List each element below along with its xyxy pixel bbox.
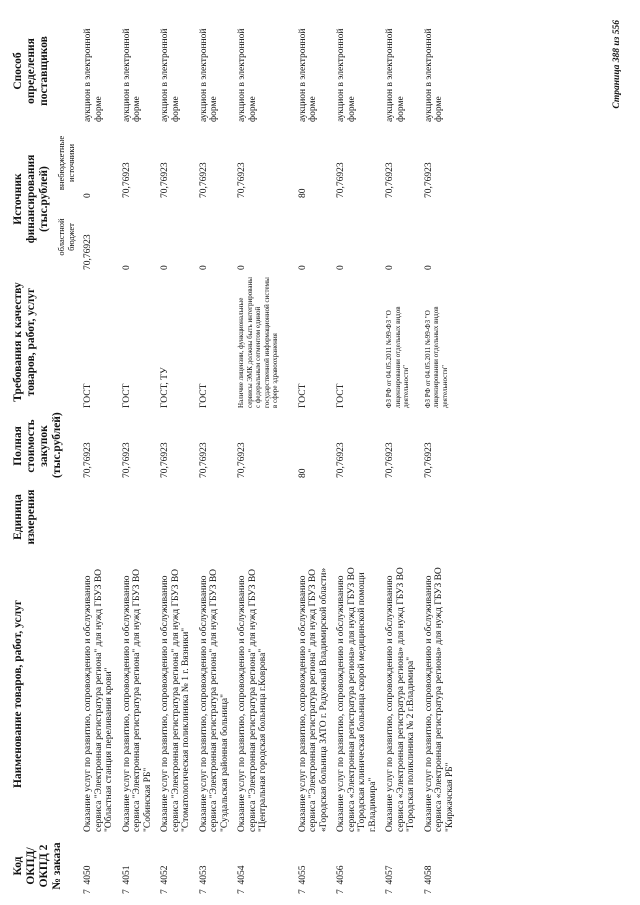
header-unit: Единица измерения (12, 489, 37, 545)
row-name: Оказание услуг по развитию, сопровождению и обслуживанию сервиса «Электронная регистратура региона» для нужд ГБУЗ ВО "Городская поликлиника № 2 г.Владимира" (385, 567, 416, 832)
row-extra: 70,76923 (121, 162, 132, 198)
row-regional: 70,76923 (83, 234, 93, 270)
row-name: Оказание услуг по развитию, сопровождению и обслуживанию сервиса "Электронная регистратура региона" для нужд ГБУЗ ВО "Собинская РБ" (121, 568, 153, 832)
row-okpd: 7 (160, 889, 170, 894)
row-cost: 70,76923 (336, 442, 346, 478)
row-unit (119, 481, 158, 553)
row-regional: 0 (160, 265, 170, 270)
row-requirements: ГОСТ (83, 383, 93, 408)
procurement-table (10, 17, 459, 897)
row-cost: 70,76923 (160, 442, 170, 478)
row-requirements: ФЗ РФ от 04.05.2011 №99-ФЗ "О лицензировании отдельных видов деятельности" (423, 306, 449, 408)
table-row (196, 17, 235, 897)
row-regional: 0 (121, 265, 132, 270)
row-okpd: 7 (297, 889, 308, 894)
row-number: 4057 (385, 865, 395, 885)
row-code (80, 835, 119, 897)
row-method: аукцион в электронной форме (83, 28, 104, 122)
row-cost: 70,76923 (423, 442, 434, 478)
row-method: аукцион в электронной форме (297, 28, 318, 122)
row-number: 4058 (423, 865, 434, 885)
row-okpd: 7 (385, 889, 395, 894)
row-okpd: 7 (83, 889, 93, 894)
row-name: Оказание услуг по развитию, сопровождению и обслуживанию сервиса "Электронная регистратура региона" для нужд ГБУЗ ВО "Областная станция переливания крови" (83, 568, 114, 832)
row-cost: 70,76923 (198, 442, 209, 478)
row-method: аукцион в электронной форме (385, 28, 406, 122)
table-row (421, 17, 460, 897)
row-code (333, 835, 382, 897)
row-okpd: 7 (336, 889, 346, 894)
row-unit (80, 481, 119, 553)
row-regional: 0 (385, 265, 395, 270)
table-row (119, 17, 158, 897)
row-cost: 70,76923 (385, 442, 395, 478)
row-extra: 70,76923 (385, 162, 395, 198)
row-okpd: 7 (198, 889, 209, 894)
header-funding-source: Источник финансирования (тыс.рублей) (12, 154, 50, 244)
header-extrabudgetary: внебюджетные источники (56, 135, 76, 191)
row-unit (421, 481, 460, 553)
row-regional: 0 (297, 265, 308, 270)
row-number: 4051 (121, 865, 132, 885)
row-number: 4054 (237, 865, 247, 885)
row-cost: 80 (297, 468, 308, 478)
row-regional: 0 (336, 265, 346, 270)
row-unit (234, 481, 284, 553)
row-extra: 70,76923 (160, 162, 170, 198)
row-regional: 0 (198, 265, 209, 270)
row-unit (196, 481, 235, 553)
row-regional: 0 (423, 265, 434, 270)
row-code (284, 835, 334, 897)
row-okpd: 7 (237, 889, 247, 894)
row-unit (382, 481, 421, 553)
row-method: аукцион в электронной форме (423, 28, 444, 122)
row-method: аукцион в электронной форме (336, 28, 357, 122)
row-requirements: ГОСТ (336, 383, 346, 408)
row-okpd: 7 (423, 889, 434, 894)
row-number: 4056 (336, 865, 346, 885)
row-requirements: ФЗ РФ от 04.05.2011 №99-ФЗ "О лицензировании отдельных видов деятельности" (385, 306, 410, 408)
row-number: 4053 (198, 865, 209, 885)
header-requirements: Требования к качеству товаров, работ, услуг (12, 282, 37, 402)
row-extra: 70,76923 (198, 162, 209, 198)
row-unit (157, 481, 196, 553)
row-regional: 0 (237, 265, 247, 270)
row-method: аукцион в электронной форме (160, 28, 181, 122)
row-extra: 70,76923 (237, 162, 247, 198)
row-name: Оказание услуг по развитию, сопровождению и обслуживанию сервиса "Электронная регистратура региона" для нужд ГБУЗ ВО "Центральная городская больница г.Коврова" (237, 568, 268, 832)
row-unit (284, 481, 334, 553)
row-cost: 70,76923 (237, 442, 247, 478)
table-row (333, 17, 382, 897)
row-name: Оказание услуг по развитию, сопровождению и обслуживанию сервиса "Электронная регистратура региона" для нужд ГБУЗ ВО «Городская больница ЗАТО г. Радужный Владимирской области» (297, 567, 329, 832)
row-code (234, 835, 284, 897)
row-code (382, 835, 421, 897)
row-name: Оказание услуг по развитию, сопровождению и обслуживанию сервиса «Электронная регистратура региона» для нужд ГБУЗ ВО "Городская клиническая больница скорой медицинской помощи г.Владимира" (336, 567, 378, 832)
row-cost: 70,76923 (121, 442, 132, 478)
row-method: аукцион в электронной форме (237, 28, 258, 122)
row-number: 4055 (297, 865, 308, 885)
row-cost: 70,76923 (83, 442, 93, 478)
row-extra: 70,76923 (423, 162, 434, 198)
table-row (234, 17, 284, 897)
page-number: Страница 388 из 556 (612, 20, 622, 109)
row-requirements: ГОСТ, ТУ (160, 367, 170, 408)
row-requirements: Наличие лицензии, функциональные сервисы ЭМК должны быть интегрированы с федеральным сегментом единой государственной информационной системы в сфере здравоохранения (237, 277, 279, 408)
row-name: Оказание услуг по развитию, сопровождению и обслуживанию сервиса «Электронная регистратура региона» для нужд ГБУЗ ВО "Киржачская РБ" (423, 567, 455, 832)
header-cost: Полная стоимость закупок (тыс.рублей) (12, 412, 63, 478)
header-code: Код ОКПД/ ОКПД 2 № заказа (12, 842, 63, 890)
row-code (196, 835, 235, 897)
table-row (157, 17, 196, 897)
header-method: Способ определения поставщиков (12, 36, 50, 106)
row-number: 4050 (83, 865, 93, 885)
table-row (80, 17, 119, 897)
header-regional-budget: областной бюджет (56, 218, 76, 256)
table-row (284, 17, 334, 897)
row-requirements: ГОСТ (198, 383, 209, 408)
row-extra: 0 (83, 193, 93, 198)
row-requirements: ГОСТ (297, 383, 308, 408)
row-requirements: ГОСТ (121, 383, 132, 408)
table-row (382, 17, 421, 897)
row-okpd: 7 (121, 889, 132, 894)
row-number: 4052 (160, 865, 170, 885)
table-header-row (10, 17, 55, 897)
row-code (119, 835, 158, 897)
row-unit (333, 481, 382, 553)
header-name: Наименование товаров, работ, услуг (12, 599, 24, 789)
row-extra: 70,76923 (336, 162, 346, 198)
row-name: Оказание услуг по развитию, сопровождению и обслуживанию сервиса "Электронная регистратура региона" для нужд ГБУЗ ВО "Суздальская районная больница" (198, 568, 230, 832)
row-method: аукцион в электронной форме (198, 28, 219, 122)
row-code (157, 835, 196, 897)
row-name: Оказание услуг по развитию, сопровождению и обслуживанию сервиса "Электронная регистратура региона" для нужд ГБУЗ ВО "Стоматологическая поликлиника № 1 г. Вязники" (160, 568, 191, 832)
row-code (421, 835, 460, 897)
row-method: аукцион в электронной форме (121, 28, 142, 122)
row-extra: 80 (297, 188, 308, 198)
